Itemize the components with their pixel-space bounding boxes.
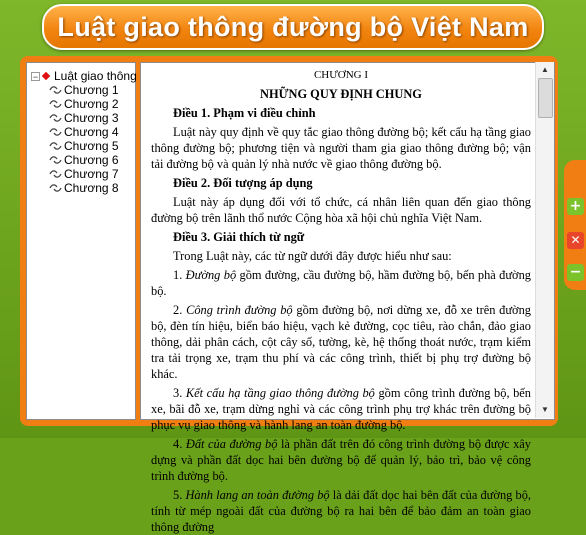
- article-2-title: Điều 2. Đối tượng áp dụng: [173, 176, 313, 190]
- app-title: Luật giao thông đường bộ Việt Nam: [57, 11, 529, 42]
- definition-term: Kết cấu hạ tầng giao thông đường bộ: [185, 386, 375, 400]
- tree-item-label: Chương 1: [64, 83, 119, 97]
- article-2-text: Luật này áp dụng đối với tổ chức, cá nhân liên quan đến giao thông đường bộ trên lãnh thổ nước Cộng hòa xã hội chủ nghĩa Việt Nam.: [151, 195, 531, 225]
- zoom-in-button[interactable]: +: [567, 198, 584, 215]
- definition-number: 4.: [173, 437, 183, 451]
- link-leaf-icon: [49, 183, 63, 193]
- collapse-icon[interactable]: −: [32, 71, 39, 82]
- definition-text: là phần đất trên đó công trình đường bộ được xây dựng và phần đất dọc hai bên đường bộ để quản lý, bảo trì, bảo vệ công trình đường bộ.: [151, 437, 531, 483]
- definition-term: Hành lang an toàn đường bộ: [185, 488, 330, 502]
- definition-term: Đường bộ: [185, 268, 237, 282]
- definition-number: 3.: [173, 386, 183, 400]
- tree-item-label: Chương 5: [64, 139, 119, 153]
- link-leaf-icon: [49, 113, 63, 123]
- document-text: [151, 67, 531, 534]
- article-1-text: Luật này quy định về quy tắc giao thông đường bộ; kết cấu hạ tầng giao thông đường bộ; phương tiện và người tham gia giao thông đường bộ; vận tải đường bộ và quản lý nhà nước về giao thông đường bộ.: [151, 125, 531, 171]
- definition-4: [151, 436, 531, 484]
- link-leaf-icon: [49, 169, 63, 179]
- article-1-title: Điều 1. Phạm vi điều chỉnh: [173, 106, 316, 120]
- tree-item-chapter-6[interactable]: [49, 153, 119, 167]
- link-leaf-icon: [49, 99, 63, 109]
- zoom-out-button[interactable]: −: [567, 264, 584, 281]
- tree-item-chapter-1[interactable]: [49, 83, 119, 97]
- title-banner: [42, 4, 544, 50]
- tree-item-label: Chương 2: [64, 97, 119, 111]
- tree-item-label: Chương 7: [64, 167, 119, 181]
- tree-item-chapter-7[interactable]: [49, 167, 119, 181]
- tree-item-chapter-5[interactable]: [49, 139, 119, 153]
- side-toolbar: [564, 160, 586, 290]
- link-leaf-icon: [49, 127, 63, 137]
- definition-5: [151, 487, 531, 535]
- link-leaf-icon: [49, 85, 63, 95]
- tree-root-label: Luật giao thông: [54, 69, 137, 83]
- tree-item-label: Chương 4: [64, 125, 119, 139]
- tree-item-chapter-4[interactable]: [49, 125, 119, 139]
- link-leaf-icon: [49, 141, 63, 151]
- scroll-up-icon[interactable]: ▲: [541, 65, 549, 74]
- article-3-title: Điều 3. Giải thích từ ngữ: [173, 230, 305, 244]
- definition-2: [151, 302, 531, 382]
- definition-text: gồm đường bộ, nơi dừng xe, đỗ xe trên đường bộ, đèn tín hiệu, biển báo hiệu, vạch kẻ đường, cọc tiêu, rào chắn, đảo giao thông, dải phân cách, cột cây số, tường, kè, hệ thống thoát nước, trạm kiểm tra tải trọng xe, trạm thu phí và các công trình, thiết bị phụ trợ đường bộ khác.: [151, 303, 531, 381]
- definition-number: 2.: [173, 303, 183, 317]
- tree-root[interactable]: [31, 69, 137, 83]
- document-viewer[interactable]: [140, 62, 555, 534]
- tree-item-chapter-8[interactable]: [49, 181, 119, 195]
- tree-item-label: Chương 8: [64, 181, 119, 195]
- definition-1: [151, 267, 531, 299]
- definition-number: 1.: [173, 268, 183, 282]
- chapter-title: NHỮNG QUY ĐỊNH CHUNG: [260, 87, 422, 101]
- tree-item-chapter-2[interactable]: [49, 97, 119, 111]
- article-3-intro: Trong Luật này, các từ ngữ dưới đây được hiểu như sau:: [173, 249, 452, 263]
- definition-text: là dải đất dọc hai bên đất của đường bộ, tính từ mép ngoài đất của đường bộ ra hai bên để bảo đảm an toàn giao thông đường: [151, 488, 531, 534]
- diamond-icon: [42, 72, 50, 80]
- definition-term: Công trình đường bộ: [186, 303, 293, 317]
- tree-item-label: Chương 6: [64, 153, 119, 167]
- definition-number: 5.: [173, 488, 183, 502]
- tree-item-label: Chương 3: [64, 111, 119, 125]
- scroll-down-icon[interactable]: ▼: [541, 405, 549, 414]
- definition-text: gồm công trình đường bộ, bến xe, bãi đỗ xe, trạm dừng nghỉ và các công trình phụ trợ khác trên đường bộ phục vụ giao thông và hành lang an toàn đường bộ.: [151, 386, 531, 432]
- definition-3: [151, 385, 531, 433]
- definition-term: Đất của đường bộ: [185, 437, 278, 451]
- chapter-tree: [26, 62, 136, 420]
- definition-text: gồm đường, cầu đường bộ, hầm đường bộ, bến phà đường bộ.: [151, 268, 531, 298]
- vertical-scrollbar[interactable]: [535, 62, 554, 418]
- link-leaf-icon: [49, 155, 63, 165]
- close-button[interactable]: ✕: [567, 232, 584, 249]
- scroll-thumb[interactable]: [538, 78, 553, 118]
- tree-item-chapter-3[interactable]: [49, 111, 119, 125]
- chapter-number: CHƯƠNG I: [313, 69, 369, 81]
